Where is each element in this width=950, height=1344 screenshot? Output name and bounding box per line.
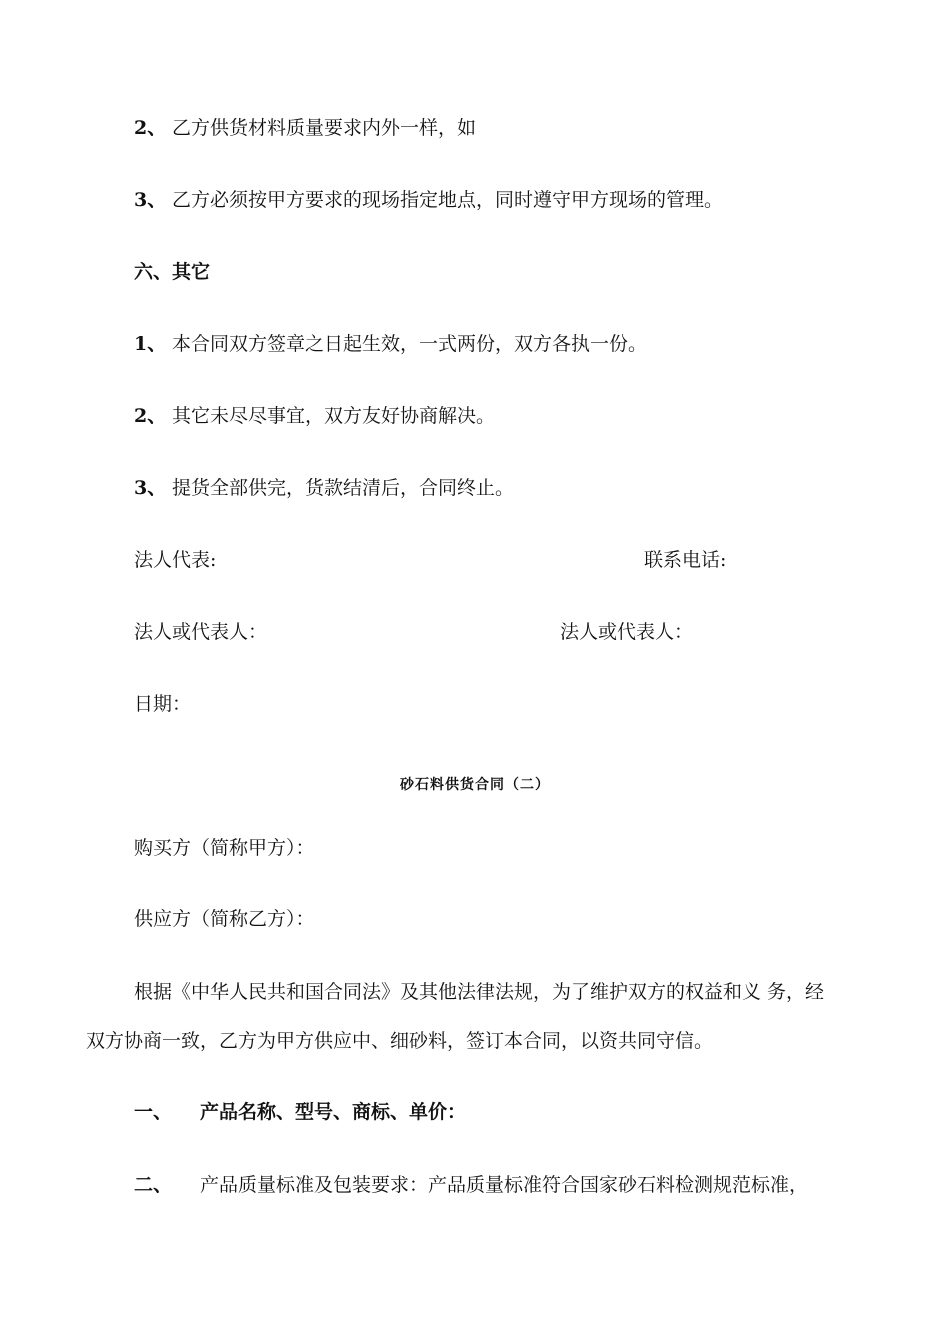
clause-number: 2、 <box>134 117 167 139</box>
clause-supply-3 <box>134 188 723 212</box>
clause-other-1 <box>134 332 647 356</box>
clause-text: 产品质量标准及包装要求：产品质量标准符合国家砂石料检测规范标准， <box>200 1174 809 1196</box>
clause-text: 乙方供货材料质量要求内外一样，如 <box>172 117 477 139</box>
phone-label: 联系电话: <box>644 549 727 571</box>
contract-title: 砂石料供货合同（二） <box>400 777 550 793</box>
clause-number: 二、 <box>134 1174 173 1196</box>
section-heading-other: 六、其它 <box>134 261 211 283</box>
rep-right-label: 法人或代表人： <box>560 621 694 643</box>
clause-other-3 <box>134 476 514 500</box>
rep-left-label: 法人或代表人： <box>134 621 268 643</box>
clause-1 <box>134 1100 466 1124</box>
supplier-label: 供应方（简称乙方）： <box>134 908 315 930</box>
clause-text: 提货全部供完，货款结清后，合同终止。 <box>172 477 515 499</box>
clause-text: 产品名称、型号、商标、单价： <box>200 1101 467 1123</box>
clause-number: 一、 <box>134 1101 173 1123</box>
buyer-label: 购买方（简称甲方）： <box>134 837 315 859</box>
clause-number: 3、 <box>134 477 167 499</box>
clause-number: 1、 <box>134 333 167 355</box>
clause-text: 乙方必须按甲方要求的现场指定地点，同时遵守甲方现场的管理。 <box>172 189 724 211</box>
clause-text: 其它未尽尽事宜，双方友好协商解决。 <box>172 405 496 427</box>
clause-number: 3、 <box>134 189 167 211</box>
legal-rep-label: 法人代表: <box>134 549 217 571</box>
clause-other-2 <box>134 404 495 428</box>
clause-2 <box>134 1173 808 1197</box>
date-label: 日期： <box>134 693 192 715</box>
clause-number: 2、 <box>134 405 167 427</box>
preamble-line-1: 根据《中华人民共和国合同法》及其他法律法规，为了维护双方的权益和义 务，经 <box>134 981 825 1003</box>
preamble-line-2: 双方协商一致，乙方为甲方供应中、细砂料，签订本合同，以资共同守信。 <box>86 1030 714 1052</box>
clause-supply-2 <box>134 116 476 140</box>
clause-text: 本合同双方签章之日起生效，一式两份，双方各执一份。 <box>172 333 648 355</box>
